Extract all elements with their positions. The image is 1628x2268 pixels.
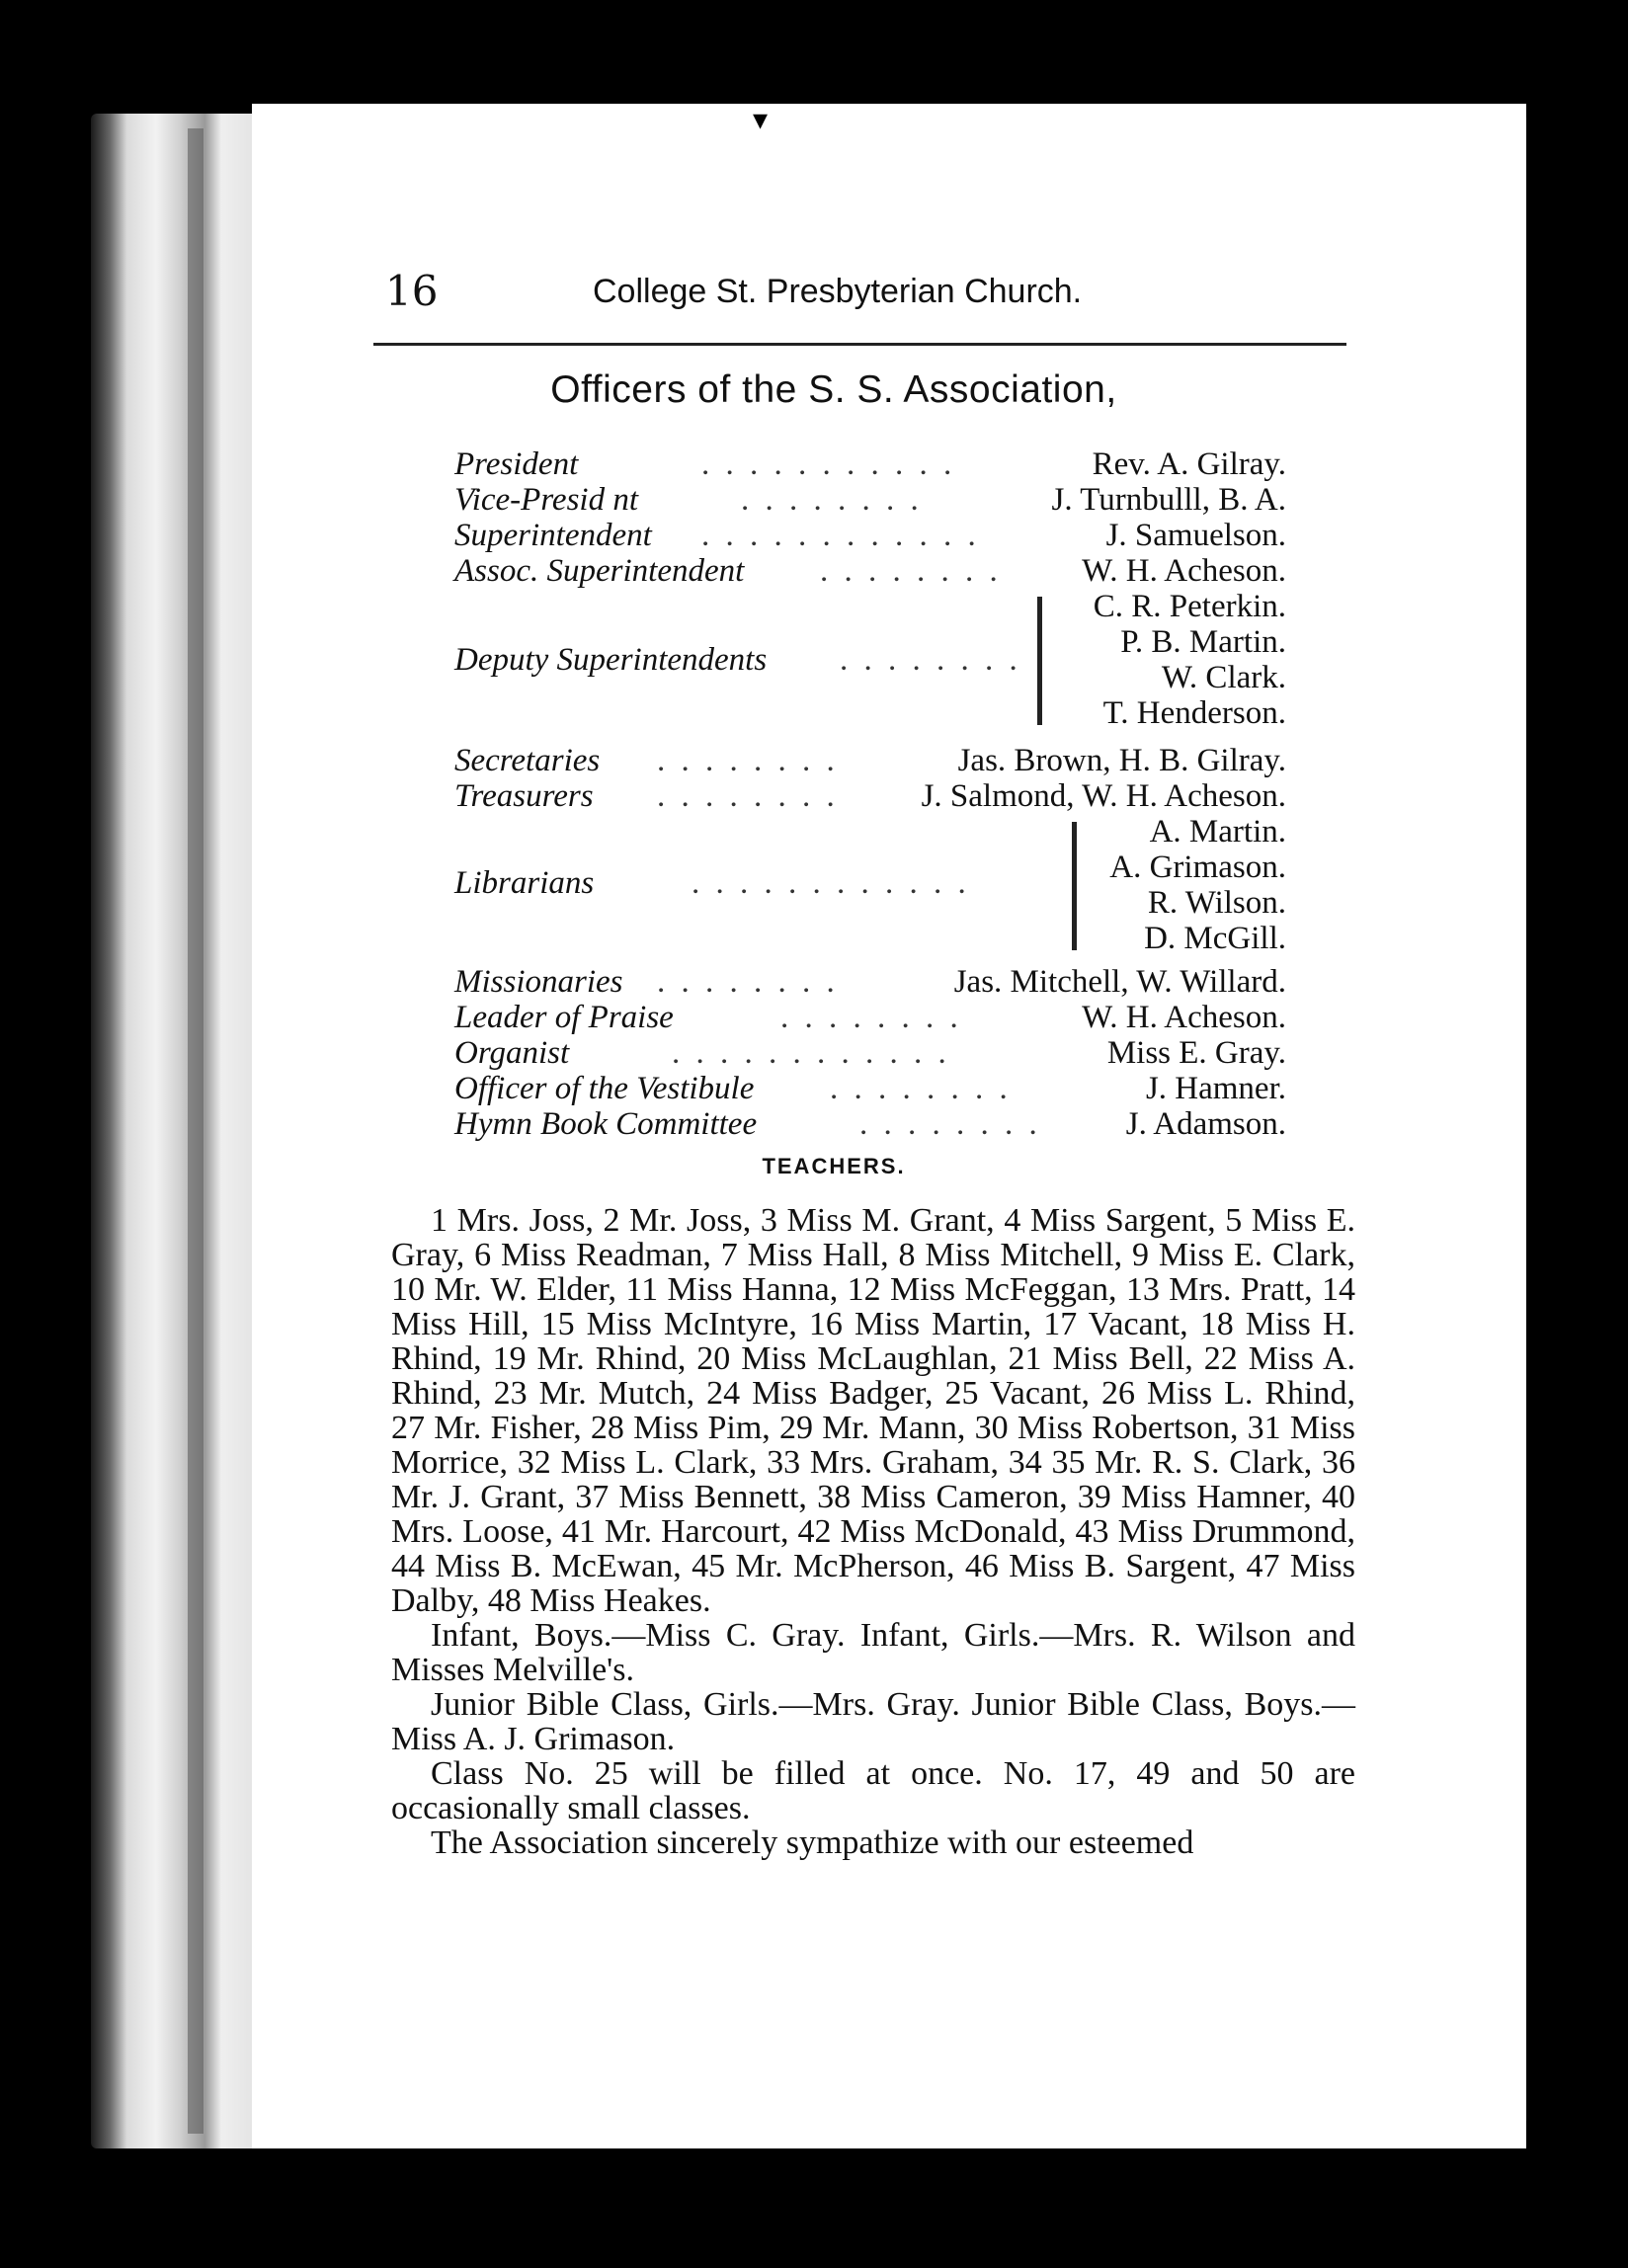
officer-name: R. Wilson. — [1147, 885, 1286, 921]
officer-row — [454, 964, 1286, 1000]
officer-name: W. Clark. — [1161, 660, 1286, 695]
officer-name: A. Martin. — [1149, 814, 1286, 850]
officer-role: Treasurers — [454, 778, 594, 814]
teachers-heading: TEACHERS. — [762, 1154, 906, 1178]
leader-dots: . . . . . . . . . . . . — [692, 865, 970, 901]
officer-names — [1109, 814, 1286, 956]
leader-dots: . . . . . . . . . . . . — [701, 518, 980, 553]
paragraph: Infant, Boys.—Miss C. Gray. Infant, Girls.—Mrs. R. Wilson and Misses Melville's. — [391, 1617, 1355, 1688]
officer-role: Deputy Superintendents — [454, 642, 768, 678]
officer-role: Hymn Book Committee — [454, 1106, 758, 1142]
teachers-list: 1 Mrs. Joss, 2 Mr. Joss, 3 Miss M. Grant, 4 Miss Sargent, 5 Miss E. Gray, 6 Miss Readman, 7 Miss Hall, 8 Miss Mitchell, 9 Miss E. Clark, 10 Mr. W. Elder, 11 Miss Hanna, 12 Miss McFeggan, 13 Mrs. Pratt, 14 Miss Hill, 15 Miss McIntyre, 16 Miss Martin, 17 Vacant, 18 Miss H. Rhind, 19 Mr. Rhind, 20 Miss McLaughlan, 21 Miss Bell, 22 Miss A. Rhind, 23 Mr. Mutch, 24 Miss Badger, 25 Vacant, 26 Miss L. Rhind, 27 Mr. Fisher, 28 Miss Pim, 29 Mr. Mann, 30 Miss Robertson, 31 Miss Morrice, 32 Miss L. Clark, 33 Mrs. Graham, 34 35 Mr. R. S. Clark, 36 Mr. J. Grant, 37 Miss Bennett, 38 Miss Cameron, 39 Miss Hamner, 40 Mrs. Loose, 41 Mr. Harcourt, 42 Miss McDonald, 43 Miss Drummond, 44 Miss B. McEwan, 45 Mr. McPherson, 46 Miss B. Sargent, 47 Miss Dalby, 48 Miss Heakes. — [391, 1202, 1355, 1619]
officer-row — [454, 1071, 1286, 1106]
officer-name: D. McGill. — [1144, 921, 1286, 956]
brace — [1037, 597, 1042, 725]
officer-role: Assoc. Superintendent — [454, 553, 745, 589]
officer-role: President — [454, 446, 579, 482]
officer-role: Librarians — [454, 865, 595, 901]
book-edge-left — [91, 114, 254, 2148]
paragraph: Junior Bible Class, Girls.—Mrs. Gray. Junior Bible Class, Boys.—Miss A. J. Grimason. — [391, 1686, 1355, 1757]
leader-dots: . . . . . . . . — [780, 1000, 962, 1035]
officer-row — [454, 743, 1286, 778]
officer-names — [1094, 589, 1286, 731]
section-title: Officers of the S. S. Association, — [550, 368, 1117, 411]
officer-role: Officer of the Vestibule — [454, 1071, 755, 1106]
officer-name: Rev. A. Gilray. — [1092, 446, 1286, 482]
page-number: 16 — [385, 267, 439, 315]
officer-row — [454, 1035, 1286, 1071]
officer-name: C. R. Peterkin. — [1093, 589, 1286, 624]
print-mark: ▾ — [753, 104, 769, 136]
paragraph: The Association sincerely sympathize with our esteemed — [431, 1824, 1194, 1861]
officer-group — [454, 814, 1286, 956]
officer-role: Vice-Presid nt — [454, 482, 639, 518]
officer-name: J. Adamson. — [1125, 1106, 1286, 1142]
leader-dots: . . . . . . . . — [830, 1071, 1012, 1106]
header-rule — [373, 343, 1346, 346]
officer-name: J. Samuelson. — [1105, 518, 1286, 553]
leader-dots: . . . . . . . . — [657, 743, 839, 778]
officers-list — [454, 446, 1286, 1142]
officer-name: J. Hamner. — [1145, 1071, 1286, 1106]
officer-role: Organist — [454, 1035, 570, 1071]
leader-dots: . . . . . . . . . . . . — [672, 1035, 950, 1071]
brace — [1072, 822, 1077, 950]
leader-dots: . . . . . . . . — [840, 642, 1021, 678]
officer-row — [454, 518, 1286, 553]
running-title: College St. Presbyterian Church. — [593, 273, 1083, 310]
officer-name: J. Turnbulll, B. A. — [1051, 482, 1286, 518]
officer-name: J. Salmond, W. H. Acheson. — [921, 778, 1286, 814]
officer-row — [454, 778, 1286, 814]
officer-name: T. Henderson. — [1102, 695, 1286, 731]
officer-name: Jas. Brown, H. B. Gilray. — [957, 743, 1286, 778]
officer-row — [454, 482, 1286, 518]
officer-row — [454, 1106, 1286, 1142]
officer-name: Miss E. Gray. — [1106, 1035, 1286, 1071]
officer-role: Superintendent — [454, 518, 652, 553]
body-text — [391, 1203, 1355, 1860]
officer-role: Secretaries — [454, 743, 601, 778]
leader-dots: . . . . . . . . — [859, 1106, 1041, 1142]
officer-group — [454, 589, 1286, 731]
officer-name: Jas. Mitchell, W. Willard. — [953, 964, 1286, 1000]
leader-dots: . . . . . . . . — [820, 553, 1002, 589]
officer-name: A. Grimason. — [1109, 850, 1286, 885]
book-edge-shadow — [188, 128, 204, 2134]
officer-row — [454, 553, 1286, 589]
officer-role: Leader of Praise — [454, 1000, 674, 1035]
paragraph: Class No. 25 will be filled at once. No. 17, 49 and 50 are occasionally small classes. — [391, 1755, 1355, 1826]
leader-dots: . . . . . . . . — [657, 778, 839, 814]
officer-row — [454, 446, 1286, 482]
leader-dots: . . . . . . . . — [741, 482, 923, 518]
officer-row — [454, 1000, 1286, 1035]
officer-name: W. H. Acheson. — [1082, 1000, 1286, 1035]
leader-dots: . . . . . . . . — [657, 964, 839, 1000]
officer-name: P. B. Martin. — [1120, 624, 1286, 660]
leader-dots: . . . . . . . . . . . — [701, 446, 956, 482]
officer-name: W. H. Acheson. — [1082, 553, 1286, 589]
page-header — [385, 267, 1363, 326]
officer-role: Missionaries — [454, 964, 623, 1000]
